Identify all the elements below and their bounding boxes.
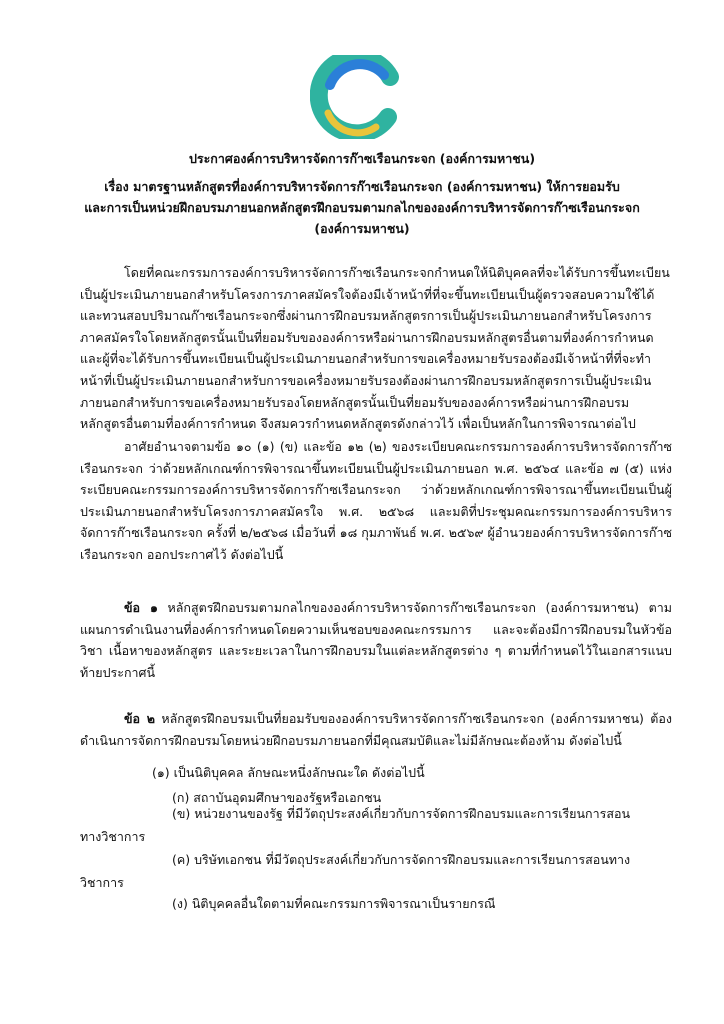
announcement-title: ประกาศองค์การบริหารจัดการก๊าซเรือนกระจก (องค์การมหาชน): [188, 151, 536, 166]
item-1-b: (ข) หน่วยงานของรัฐ ที่มีวัตถุประสงค์เกี่ยวกับการจัดการฝึกอบรมและการเรียนการสอน: [172, 806, 631, 821]
clause-2-text: หลักสูตรฝึกอบรมเป็นที่ยอมรับขององค์การบริหารจัดการก๊าซเรือนกระจก (องค์การมหาชน) ต้องดำเนินการจัดการฝึกอบรมโดยหน่วยฝึกอบรมภายนอกที่มีคุณสมบัติและไม่มีลักษณะต้องห้าม ดังต่อไปนี้: [80, 711, 672, 748]
clause-1-label: ข้อ ๑: [124, 600, 158, 615]
announcement-subject: [40, 176, 684, 239]
item-1: (๑) เป็นนิติบุคคล ลักษณะหนึ่งลักษณะใด ดังต่อไปนี้: [152, 765, 425, 780]
item-1-c-continued: วิชาการ: [80, 875, 124, 890]
item-1-d: (ง) นิติบุคคลอื่นใดตามที่คณะกรรมการพิจารณาเป็นรายกรณี: [172, 896, 496, 911]
item-1-a: (ก) สถาบันอุดมศึกษาของรัฐหรือเอกชน: [172, 790, 382, 805]
preamble-paragraph: โดยที่คณะกรรมการองค์การบริหารจัดการก๊าซเรือนกระจกกำหนดให้นิติบุคคลที่จะได้รับการขึ้นทะเบียนเป็นผู้ประเมินภายนอกสำหรับโครงการภาคสมัครใจต้องมีเจ้าหน้าที่ที่จะขึ้นทะเบียนเป็นผู้ตรวจสอบความใช้ได้และทวนสอบปริมาณก๊าซเรือนกระจกซึ่งผ่านการฝึกอบรมหลักสูตรการเป็นผู้ประเมินภายนอกสำหรับโครงการภาคสมัครใจโดยหลักสูตรนั้นเป็นที่ยอมรับขององค์การหรือผ่านการฝึกอบรมหลักสูตรอื่นตามที่องค์การกำหนด และผู้ที่จะได้รับการขึ้นทะเบียนเป็นผู้ประเมินภายนอกสำหรับการขอเครื่องหมายรับรองต้องมีเจ้าหน้าที่ที่จะทำหน้าที่เป็นผู้ประเมินภายนอกสำหรับการขอเครื่องหมายรับรองต้องผ่านการฝึกอบรมหลักสูตรการเป็นผู้ประเมินภายนอกสำหรับการขอเครื่องหมายรับรองโดยหลักสูตรนั้นเป็นที่ยอมรับขององค์การหรือผ่านการฝึกอบรมหลักสูตรอื่นตามที่องค์การกำหนด จึงสมควรกำหนดหลักสูตรดังกล่าวไว้ เพื่อเป็นหลักในการพิจารณาต่อไป: [80, 265, 670, 432]
authority-paragraph: อาศัยอำนาจตามข้อ ๑๐ (๑) (ข) และข้อ ๑๒ (๒) ของระเบียบคณะกรรมการองค์การบริหารจัดการก๊าซเรือนกระจก ว่าด้วยหลักเกณฑ์การพิจารณาขึ้นทะเบียนเป็นผู้ประเมินภายนอก พ.ศ. ๒๕๖๔ และข้อ ๗ (๕) แห่งระเบียบคณะกรรมการองค์การบริหารจัดการก๊าซเรือนกระจก ว่าด้วยหลักเกณฑ์การพิจารณาขึ้นทะเบียนเป็นผู้ประเมินภายนอกสำหรับโครงการภาคสมัครใจ พ.ศ. ๒๕๖๘ และมติที่ประชุมคณะกรรมการองค์การบริหารจัดการก๊าซเรือนกระจก ครั้งที่ ๒/๒๕๖๘ เมื่อวันที่ ๑๘ กุมภาพันธ์ พ.ศ. ๒๕๖๙ ผู้อำนวยองค์การบริหารจัดการก๊าซเรือนกระจก ออกประกาศไว้ ดังต่อไปนี้: [80, 439, 672, 562]
clause-2: [80, 708, 672, 751]
subject-line-2: และการเป็นหน่วยฝึกอบรมภายนอกหลักสูตรฝึกอบรมตามกลไกขององค์การบริหารจัดการก๊าซเรือนกระจก: [84, 200, 640, 215]
subject-line-3: (องค์การมหาชน): [314, 221, 410, 236]
logo-blue-arc: [330, 64, 384, 85]
item-1-c: (ค) บริษัทเอกชน ที่มีวัตถุประสงค์เกี่ยวกับการจัดการฝึกอบรมและการเรียนการสอนทาง: [172, 852, 631, 867]
clause-1-text: หลักสูตรฝึกอบรมตามกลไกขององค์การบริหารจัดการก๊าซเรือนกระจก (องค์การมหาชน) ตามแผนการดำเนินงานที่องค์การกำหนดโดยความเห็นชอบของคณะกรรมการ และจะต้องมีการฝึกอบรมในหัวข้อวิชา เนื้อหาของหลักสูตร และระยะเวลาในการฝึกอบรมในแต่ละหลักสูตรต่าง ๆ ตามที่กำหนดไว้ในเอกสารแนบท้ายประกาศนี้: [80, 600, 672, 680]
clause-2-label: ข้อ ๒: [124, 711, 155, 726]
subject-line-1: เรื่อง มาตรฐานหลักสูตรที่องค์การบริหารจัดการก๊าซเรือนกระจก (องค์การมหาชน) ให้การยอมรับ: [104, 179, 620, 194]
agency-logo: [310, 55, 404, 139]
item-1-b-continued: ทางวิชาการ: [80, 829, 146, 844]
clause-1: [80, 597, 672, 683]
